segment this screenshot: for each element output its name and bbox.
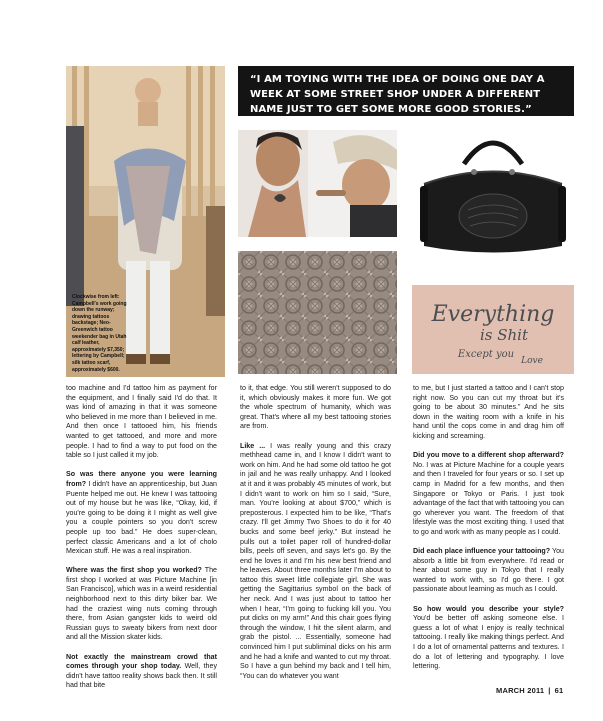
interview-answer: The first shop I worked at was Picture Machine [in San Francisco], which was in a weird residential neighborhood next to this dirty biker bar. We had the craziest wing nuts coming through there, from Asian gangster kids to weird old Russian guys to sweaty bikers from next door and all the Mission skater kids. — [66, 566, 217, 642]
body-paragraph: too machine and I'd tattoo him as payment for the equipment, and I finally said I'd do that. It was kind of amazing in that it was someone who believed in me more than I believed in me. And then once I tattooed him, his friends wanted to get tattooed, and more and more people. I had to find a way to put food on the table so I just called it my job. — [66, 384, 217, 460]
issue-date: MARCH 2011 — [496, 686, 545, 695]
tattooing-photo — [238, 130, 397, 237]
interview-answer: You absorb a little bit from everywhere. I'd read or hear about some guy in Tokyo that I really wanted to work with, so I'd go there. I got passionate about learning as much as I could. — [413, 547, 564, 594]
page-number: 61 — [554, 686, 564, 695]
pattern-photo — [238, 251, 397, 374]
interview-answer: You'd be better off asking someone else. I guess a lot of what I enjoy is really technical tattooing. I really like making things perfect. And I do a lot of ornamental patterns and textures. I do a lot of lettering and typography. I love lettering. — [413, 614, 564, 671]
interview-answer: I didn't have an apprenticeship, but Juan Puente helped me out. He knew I was tattooing out of my house but he was like, “Okay, kid, if you're going to be doing it I might as well give you a couple pointers so you don't screw people up too bad.” He does super-clean, perfect classic Americans and a lot of cholo Mexican stuff. He was a real inspiration. — [66, 479, 217, 556]
page-folio — [496, 686, 563, 695]
bag-photo — [412, 124, 574, 271]
lettering-line-2: is Shit — [479, 326, 529, 344]
pull-quote: “I AM TOYING WITH THE IDEA OF DOING ONE DAY A WEEK AT SOME STREET SHOP UNDER A DIFFERENT NAME JUST TO GET SOME MORE GOOD STORIES.” — [238, 66, 574, 116]
interview-question: Did each place influence your tattooing? — [413, 547, 551, 556]
photo-caption: Clockwise from left: Campbell's work going down the runway; drawing tattoos backstage; Neo-Greenwich tattoo weekender bag in Utah calf leather, approximately $7,350; lettering by Campbell; silk tattoo scarf, approximately $600. — [72, 294, 127, 373]
interview-answer: Well, they didn't have tattoo reality shows back then. It still had that bite — [66, 662, 217, 690]
interview-question: Where was the first shop you worked? — [66, 566, 202, 575]
article-column-3 — [413, 384, 564, 684]
lettering-line-4: Love — [521, 356, 543, 366]
qa-paragraph — [413, 605, 564, 672]
article-column-2 — [240, 384, 391, 684]
interview-question: So how would you describe your style? — [413, 604, 564, 613]
qa-paragraph — [66, 566, 217, 643]
interview-answer: No. I was at Picture Machine for a couple years and then I traveled for four years or so. I set up camp in Madrid for a few months, and then Singapore or Tokyo or Paris. I just took advantage of the fact that with tattooing you can go wherever you want. The freedom of that lifestyle was the most exciting thing. I used that to go and work with as many people as I could. — [413, 460, 564, 536]
qa-paragraph — [413, 451, 564, 537]
interview-question: So was there anyone you were learning from? — [66, 470, 217, 488]
body-paragraph: to it, that edge. You still weren't supposed to do it, which obviously makes it more fun. We got the whole spectrum of humanity, which was great. That's where all my best tattooing stories are from. — [240, 384, 391, 431]
article-column-1 — [66, 384, 217, 690]
lettering-line-3: Except you — [457, 349, 515, 360]
interview-question: Like ... — [240, 441, 266, 450]
body-paragraph: to me, but I just started a tattoo and I can't stop right now. So you can cut my throat but it's going to be about 30 minutes.” And he sits down in the waiting room with a knife in his hand until the cops come in and drag him off kicking and screaming. — [413, 384, 564, 440]
interview-question: Did you move to a different shop afterward? — [413, 451, 564, 460]
lettering-line-1: Everything — [431, 302, 555, 327]
folio-separator: | — [548, 686, 551, 695]
qa-paragraph — [66, 653, 217, 691]
qa-paragraph — [240, 442, 391, 682]
qa-paragraph — [413, 547, 564, 595]
interview-answer: I was really young and this crazy methhead came in, and I know I didn't want to work on him. And he had some old tattoo he got in jail and he was really unhappy. And I looked at it and it was probably 45 minutes of work, but I didn't want to work on him so I said, “Sure, man. You're looking at about $700,” which is preposterous. I expected him to be like, “That's crazy. I'll get Jimmy Two Shoes to do it for 40 bucks and some beef jerky.” But instead he pulls out a toilet paper roll of hundred-dollar bills, peels off seven, and says let's go. By the end he loves it and I'm his new best friend and he leaves. About three months later I'm about to tattoo this sweet little collegiate girl. She was getting the Sagittarius symbol on the back of her neck. And I was just about to tattoo her when I hear, “I'm going to fucking kill you. You put dicks on my arm!” And this chair goes flying through the window, I hit the silent alarm, and grab the pistol. ... Essentially, someone had convinced him I put subliminal dicks on his arm and he had a knife and wanted to cut my throat. So I have a gun behind my back and I tell him, “You can do whatever you want — [240, 441, 392, 680]
lettering-tattoo-photo — [412, 285, 574, 374]
interview-question: Not exactly the mainstream crowd that comes through your shop today. — [66, 652, 217, 671]
qa-paragraph — [66, 470, 217, 556]
